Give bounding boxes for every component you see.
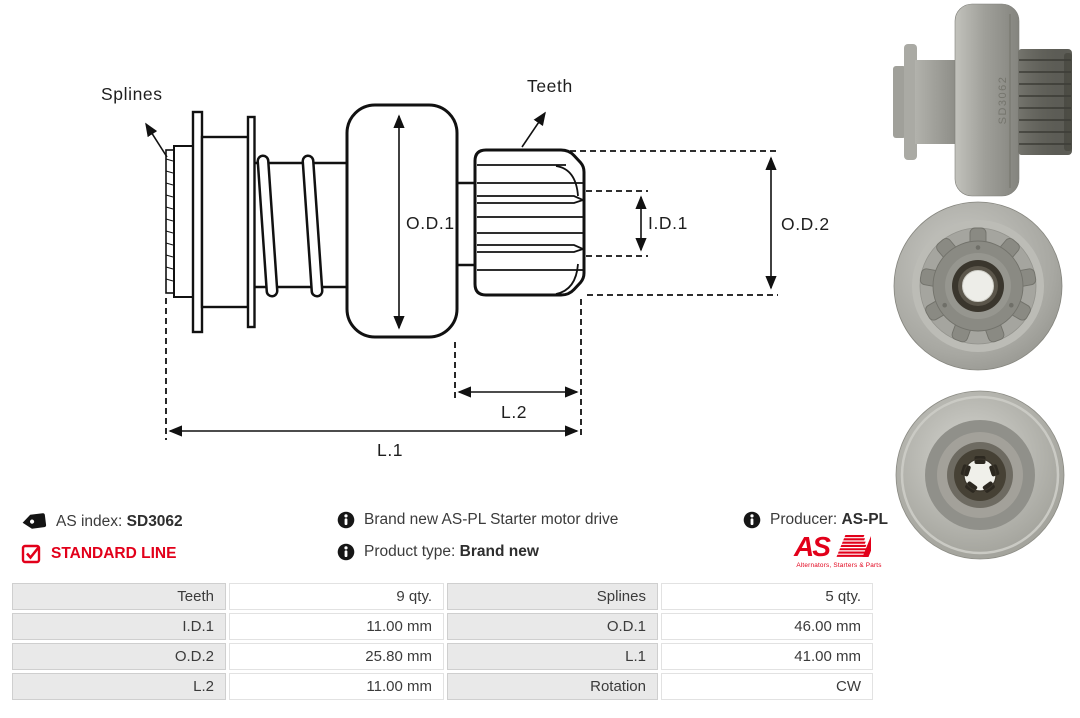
dim-label-l1: L.1 [377, 440, 404, 460]
spec-label: L.2 [12, 673, 226, 700]
as-index-text: AS index: SD3062 [56, 512, 183, 530]
spec-value: 11.00 mm [229, 673, 444, 700]
dim-label-l2: L.2 [501, 402, 528, 422]
producer-row [743, 511, 888, 529]
dim-label-splines: Splines [101, 84, 163, 104]
product-photo-front[interactable] [888, 198, 1068, 376]
dim-label-od1: O.D.1 [406, 213, 455, 233]
info-icon [337, 543, 355, 561]
spec-label: O.D.2 [12, 643, 226, 670]
spec-value: 25.80 mm [229, 643, 444, 670]
product-type-text: Product type: Brand new [364, 543, 539, 560]
info-icon [337, 511, 355, 529]
spec-label: Splines [447, 583, 658, 610]
spec-table [12, 583, 876, 700]
spec-label: I.D.1 [12, 613, 226, 640]
spec-value: CW [661, 673, 873, 700]
spec-label: Teeth [12, 583, 226, 610]
spec-value: 46.00 mm [661, 613, 873, 640]
standard-line-row [21, 543, 176, 564]
as-logo-mark [793, 531, 871, 561]
spec-label: L.1 [447, 643, 658, 670]
product-photo-side[interactable] [882, 0, 1080, 200]
tag-icon [20, 511, 47, 532]
spec-value: 5 qty. [661, 583, 873, 610]
spec-label: O.D.1 [447, 613, 658, 640]
info-icon [743, 511, 761, 529]
product-photo-back[interactable] [892, 388, 1072, 562]
description-text: Brand new AS-PL Starter motor drive [364, 511, 619, 528]
spec-value: 41.00 mm [661, 643, 873, 670]
as-logo-tagline: Alternators, Starters & Parts [796, 562, 882, 569]
dim-label-od2: O.D.2 [781, 214, 830, 234]
dim-label-teeth: Teeth [527, 76, 573, 96]
as-index-row [20, 511, 183, 532]
spec-value: 9 qty. [229, 583, 444, 610]
svg-text:SD3062: SD3062 [997, 75, 1009, 125]
spec-label: Rotation [447, 673, 658, 700]
description-row [337, 511, 618, 529]
svg-text:AS: AS [794, 531, 829, 561]
dim-label-id1: I.D.1 [648, 213, 688, 233]
as-pl-logo [793, 531, 885, 569]
producer-text: Producer: AS-PL [770, 511, 889, 528]
checkbox-checked-icon [21, 543, 42, 564]
standard-line-badge: STANDARD LINE [51, 544, 177, 562]
engraving-text [997, 76, 1009, 125]
spec-value: 11.00 mm [229, 613, 444, 640]
product-type-row [337, 543, 539, 561]
